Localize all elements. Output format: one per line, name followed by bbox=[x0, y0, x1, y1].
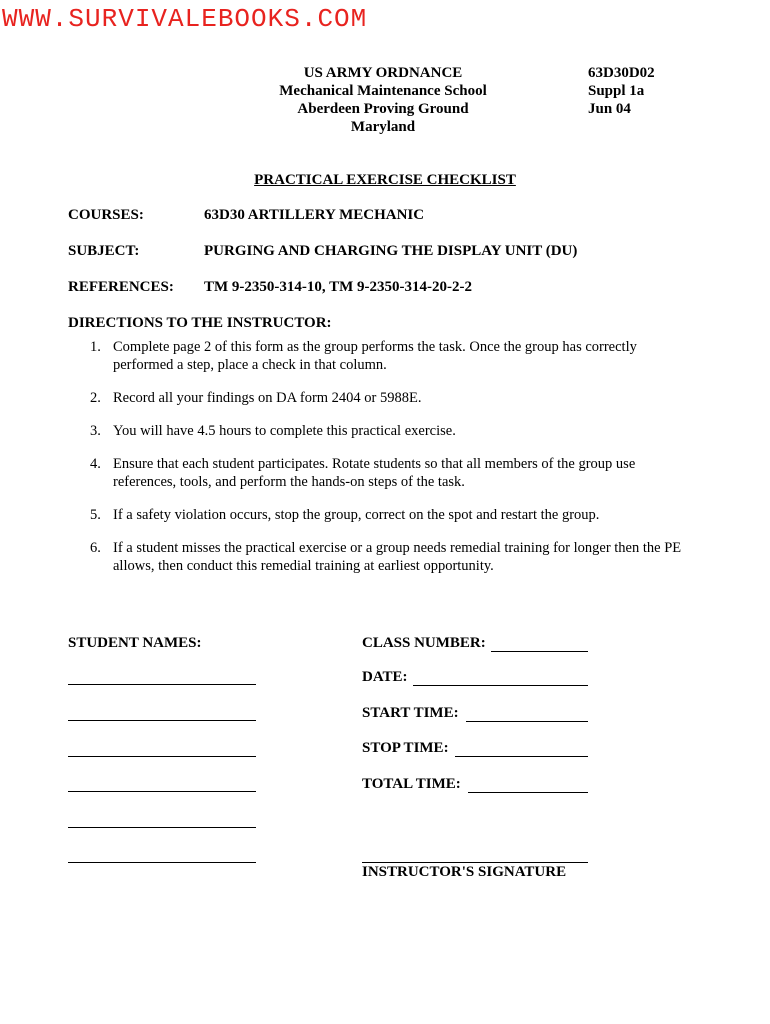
item-number: 6. bbox=[90, 540, 101, 556]
total-time-label: TOTAL TIME: bbox=[362, 776, 461, 792]
item-number: 4. bbox=[90, 456, 101, 472]
item-number: 5. bbox=[90, 507, 101, 523]
student-name-line[interactable] bbox=[68, 756, 256, 757]
list-item bbox=[68, 539, 698, 575]
student-name-line[interactable] bbox=[68, 791, 256, 792]
org-line: Maryland bbox=[350, 119, 416, 135]
stop-time-label: STOP TIME: bbox=[362, 740, 449, 756]
item-text: If a safety violation occurs, stop the group, correct on the spot and restart the group. bbox=[113, 507, 600, 523]
date-label: DATE: bbox=[362, 669, 408, 685]
list-item bbox=[68, 338, 698, 374]
instructor-signature-line[interactable] bbox=[362, 862, 588, 863]
code-line: Jun 04 bbox=[588, 101, 631, 117]
student-name-line[interactable] bbox=[68, 720, 256, 721]
item-number: 3. bbox=[90, 423, 101, 439]
student-names-label: STUDENT NAMES: bbox=[68, 635, 202, 651]
stop-time-field[interactable] bbox=[455, 756, 588, 757]
student-name-line[interactable] bbox=[68, 862, 256, 863]
list-item bbox=[68, 455, 698, 491]
directions-heading: DIRECTIONS TO THE INSTRUCTOR: bbox=[68, 315, 332, 331]
org-line: Mechanical Maintenance School bbox=[279, 83, 487, 99]
start-time-label: START TIME: bbox=[362, 705, 459, 721]
references-label: REFERENCES: bbox=[68, 279, 174, 295]
item-number: 1. bbox=[90, 339, 101, 355]
code-line: Suppl 1a bbox=[588, 83, 645, 99]
student-name-line[interactable] bbox=[68, 684, 256, 685]
item-text: You will have 4.5 hours to complete this practical exercise. bbox=[113, 423, 456, 439]
list-item bbox=[68, 506, 698, 524]
watermark: WWW.SURVIVALEBOOKS.COM bbox=[2, 4, 368, 34]
references-value: TM 9-2350-314-10, TM 9-2350-314-20-2-2 bbox=[204, 279, 473, 295]
item-text: Complete page 2 of this form as the group performs the task. Once the group has correctly performed a step, place a check in that column. bbox=[113, 339, 637, 373]
item-text: Ensure that each student participates. Rotate students so that all members of the group use references, tools, and perform the hands-on steps of the task. bbox=[113, 456, 636, 490]
instructor-signature-label: INSTRUCTOR'S SIGNATURE bbox=[362, 864, 567, 880]
code-line: 63D30D02 bbox=[588, 65, 655, 81]
student-name-line[interactable] bbox=[68, 827, 256, 828]
org-line: US ARMY ORDNANCE bbox=[303, 65, 463, 81]
date-field[interactable] bbox=[413, 685, 588, 686]
courses-label: COURSES: bbox=[68, 207, 144, 223]
start-time-field[interactable] bbox=[466, 721, 588, 722]
org-line: Aberdeen Proving Ground bbox=[297, 101, 469, 117]
document-code bbox=[588, 64, 655, 118]
page-title: PRACTICAL EXERCISE CHECKLIST bbox=[254, 172, 516, 188]
subject-value: PURGING AND CHARGING THE DISPLAY UNIT (DU) bbox=[204, 243, 578, 259]
item-number: 2. bbox=[90, 390, 101, 406]
list-item bbox=[68, 389, 698, 407]
item-text: If a student misses the practical exercise or a group needs remedial training for longer then the PE allows, then conduct this remedial training at earliest opportunity. bbox=[113, 540, 682, 574]
list-item bbox=[68, 422, 698, 440]
class-number-label: CLASS NUMBER: bbox=[362, 635, 486, 651]
directions-list bbox=[68, 338, 698, 590]
total-time-field[interactable] bbox=[468, 792, 588, 793]
class-number-field[interactable] bbox=[491, 651, 588, 652]
subject-label: SUBJECT: bbox=[68, 243, 140, 259]
item-text: Record all your findings on DA form 2404 or 5988E. bbox=[113, 390, 422, 406]
courses-value: 63D30 ARTILLERY MECHANIC bbox=[204, 207, 425, 223]
org-header bbox=[248, 64, 518, 136]
